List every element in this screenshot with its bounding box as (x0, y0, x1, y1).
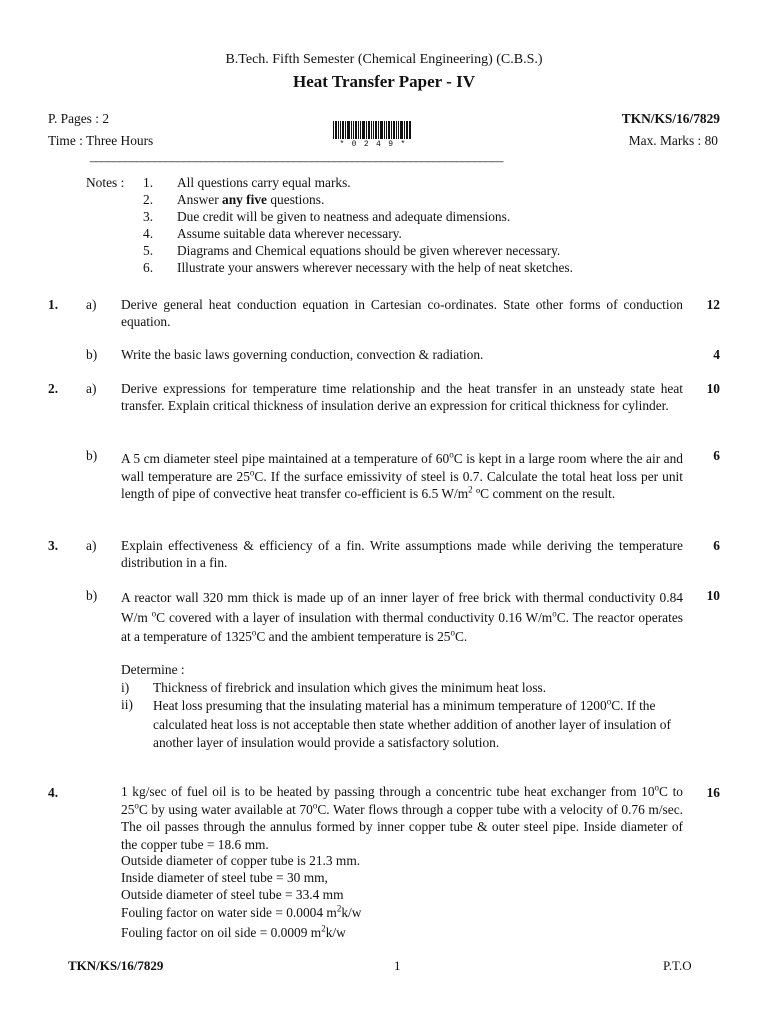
note-text: Answer (177, 192, 222, 207)
barcode-image (333, 121, 411, 139)
text-run: C to 25 (121, 784, 683, 817)
question-text: Derive expressions for temperature time relationship and the heat transfer in an unsteady state heat transfer. Explain critical thickness of insulation derive an expression for critical thickness for cylinder. (121, 381, 683, 413)
question-text (121, 450, 683, 503)
subpart-label: a) (86, 297, 97, 312)
max-marks: Max. Marks : 80 (628, 133, 718, 148)
superscript: 2 (321, 923, 326, 934)
question-number: 3. (48, 538, 59, 553)
note-number: 3. (143, 209, 154, 224)
note-item (143, 260, 573, 276)
text-run: A reactor wall 320 mm thick is made up of an inner layer of free brick with thermal conductivity 0.84 W/m (121, 590, 683, 625)
data-line (121, 925, 346, 941)
superscript: o (449, 449, 454, 460)
question-number: 1. (48, 297, 59, 312)
data-line: Inside diameter of steel tube = 30 mm, (121, 870, 328, 885)
subpart-label: a) (86, 538, 97, 553)
course-line: B.Tech. Fifth Semester (Chemical Engineering) (C.B.S.) (225, 52, 543, 67)
roman-numeral: ii) (121, 697, 133, 712)
note-item (143, 209, 510, 225)
note-number: 5. (143, 243, 154, 258)
text-run: Fouling factor on water side = 0.0004 m (121, 905, 337, 920)
note-emphasis: any five (222, 192, 268, 207)
exam-time: Time : Three Hours (48, 133, 154, 148)
note-item (143, 192, 324, 208)
note-text: Diagrams and Chemical equations should be given wherever necessary. (177, 243, 561, 258)
note-number: 6. (143, 260, 154, 275)
text-run: C covered with a layer of insulation with thermal conductivity 0.16 W/m (156, 609, 553, 625)
marks: 12 (706, 297, 720, 312)
question-text: Explain effectiveness & efficiency of a fin. Write assumptions made while deriving the temperature distribution in a fin. (121, 538, 683, 570)
note-text: All questions carry equal marks. (177, 175, 351, 190)
item-text (153, 697, 683, 753)
marks: 10 (706, 381, 720, 396)
text-run: C. If the calculated heat loss is not acceptable then state whether addition of another layer of insulation of another layer of insulation would provide a satisfactory solution. (153, 698, 671, 750)
text-run: k/w (325, 925, 346, 940)
data-line (121, 905, 361, 921)
text-run: C and the ambient temperature is 25 (256, 629, 451, 644)
text-run: C. (454, 629, 468, 644)
marks: 10 (706, 588, 720, 603)
text-run: Heat loss presuming that the insulating material has a minimum temperature of 1200 (153, 698, 607, 713)
text-run: 1 kg/sec of fuel oil is to be heated by passing through a concentric tube heat exchanger from 10 (121, 784, 655, 799)
page-count: P. Pages : 2 (48, 111, 110, 126)
determine-label: Determine : (121, 662, 185, 677)
question-text (121, 588, 683, 647)
marks: 6 (713, 538, 720, 553)
please-turn-over: P.T.O (663, 958, 692, 973)
superscript: o (552, 608, 557, 619)
notes-label: Notes : (86, 175, 125, 190)
note-text: Illustrate your answers wherever necessary with the help of neat sketches. (177, 260, 573, 275)
data-line: Outside diameter of copper tube is 21.3 mm. (121, 853, 361, 868)
barcode-number: * 0 2 4 9 * (339, 140, 407, 149)
text-run: C is kept in a large room where the air and wall temperature are 25 (121, 451, 683, 484)
question-text: Write the basic laws governing conduction, convection & radiation. (121, 347, 484, 362)
paper-title: Heat Transfer Paper - IV (293, 72, 475, 91)
note-text: Assume suitable data wherever necessary. (177, 226, 402, 241)
question-text: Derive general heat conduction equation in Cartesian co-ordinates. State other forms of conduction equation. (121, 297, 683, 329)
superscript: 2 (336, 903, 342, 914)
note-text: questions. (267, 192, 325, 207)
marks: 6 (713, 448, 720, 463)
subpart-label: b) (86, 448, 98, 463)
question-number: 2. (48, 381, 59, 396)
note-number: 4. (143, 226, 154, 241)
item-text: Thickness of firebrick and insulation which gives the minimum heat loss. (153, 680, 547, 695)
superscript: o (251, 627, 257, 638)
note-item (143, 243, 560, 259)
superscript: o (606, 696, 612, 707)
superscript: 2 (468, 484, 473, 495)
superscript: o (249, 467, 255, 478)
marks: 4 (713, 347, 720, 362)
text-run: Fouling factor on oil side = 0.0009 m (121, 925, 322, 940)
superscript: o (450, 627, 455, 638)
subpart-label: b) (86, 347, 98, 362)
superscript: o (151, 608, 157, 619)
text-run: C. Water flows through a copper tube with a velocity of 0.76 m/sec. The oil passes through the annulus formed by inner copper tube & outer steel pipe. Inside diameter of the copper tube = 18.6 mm. (121, 801, 683, 852)
note-text: Due credit will be given to neatness and adequate dimensions. (177, 209, 511, 224)
question-text (121, 783, 683, 853)
text-run: C. The reactor operates at a temperature of 1325 (121, 609, 683, 644)
superscript: o (312, 800, 318, 811)
note-item (143, 226, 402, 242)
subpart-label: b) (86, 588, 98, 603)
note-number: 2. (143, 192, 154, 207)
note-item (143, 175, 351, 191)
question-number: 4. (48, 785, 59, 800)
text-run: C by using water available at 70 (138, 801, 313, 817)
paper-code: TKN/KS/16/7829 (621, 111, 720, 126)
text-run: A 5 cm diameter steel pipe maintained at a temperature of 60 (121, 451, 450, 466)
roman-numeral: i) (121, 680, 130, 695)
text-run: k/w (341, 905, 362, 920)
superscript: o (134, 800, 139, 811)
note-number: 1. (143, 175, 154, 190)
footer-code: TKN/KS/16/7829 (68, 958, 164, 973)
superscript: o (654, 782, 660, 793)
data-line: Outside diameter of steel tube = 33.4 mm (121, 887, 344, 902)
page-number: 1 (394, 958, 401, 973)
subpart-label: a) (86, 381, 97, 396)
marks: 16 (706, 785, 720, 800)
text-run: ºC comment on the result. (472, 486, 616, 501)
header-divider: _______________________________________________________________________ (90, 151, 504, 163)
text-run: C. If the surface emissivity of steel is 0.7. Calculate the total heat loss per unit length of pipe of convective heat transfer co-efficient is 6.5 W/m (121, 468, 683, 501)
